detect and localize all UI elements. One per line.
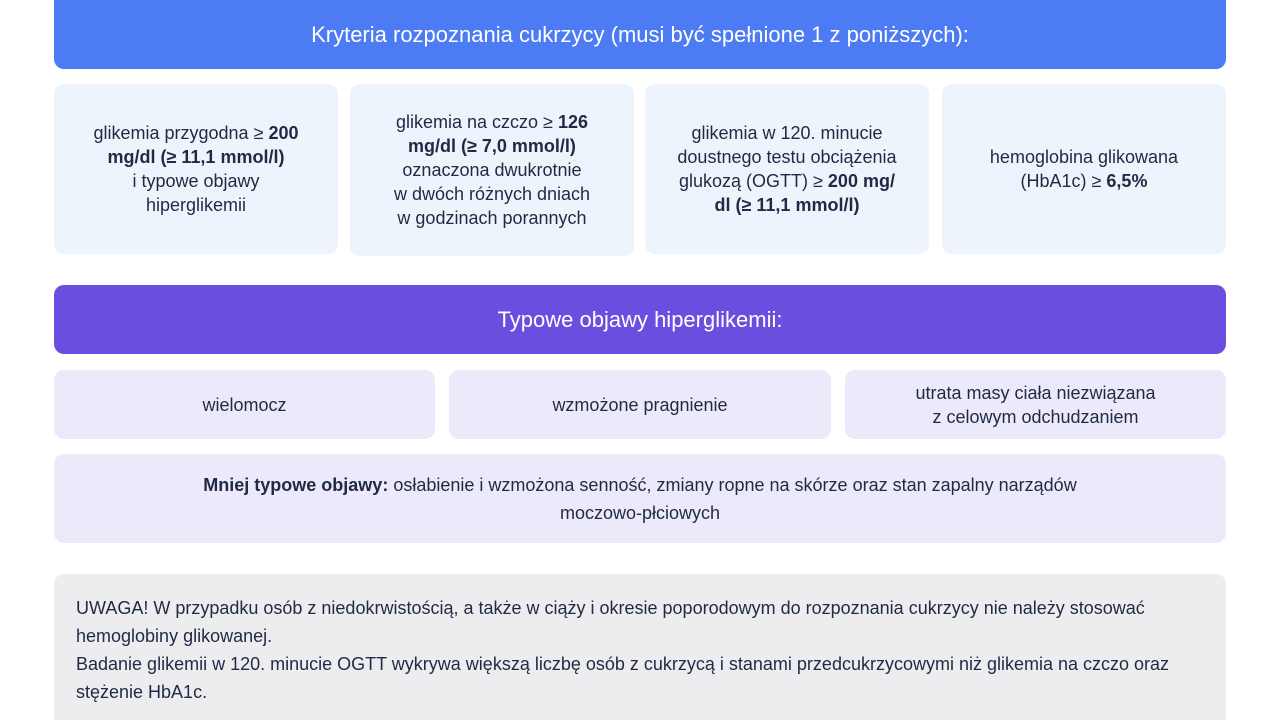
symptom-text: wielomocz — [202, 394, 287, 415]
symptom-card-weight-loss — [845, 370, 1226, 439]
criterion-value: 200 — [268, 123, 299, 143]
criterion-text: doustnego testu obciążenia — [677, 147, 897, 167]
criterion-value: 200 mg/ — [827, 171, 895, 191]
criterion-card-ogtt — [645, 84, 929, 254]
criterion-text: i typowe objawy — [132, 171, 260, 191]
criterion-text: hemoglobina glikowana — [989, 147, 1179, 167]
symptom-text: utrata masy ciała niezwiązana — [915, 382, 1156, 403]
criteria-header — [54, 0, 1226, 69]
criterion-text: hiperglikemii — [145, 195, 247, 215]
criterion-text: w godzinach porannych — [397, 208, 587, 228]
symptom-text: wzmożone pragnienie — [552, 394, 728, 415]
criterion-value: 6,5% — [1106, 171, 1148, 191]
less-typical-label: Mniej typowe objawy: — [203, 474, 389, 495]
criterion-value: mg/dl (≥ 11,1 mmol/l) — [107, 147, 285, 167]
criterion-value: dl (≥ 11,1 mmol/l) — [714, 195, 860, 215]
criterion-text: glikemia w 120. minucie — [691, 123, 883, 143]
criterion-card-fasting-glycemia — [350, 84, 634, 256]
less-typical-text: osłabienie i wzmożona senność, zmiany ropne na skórze oraz stan zapalny narządów moczowo-płciowych — [388, 474, 1077, 523]
criterion-value: mg/dl (≥ 7,0 mmol/l) — [408, 136, 576, 156]
criterion-value: 126 — [557, 112, 588, 132]
warning-text-hba1c: UWAGA! W przypadku osób z niedokrwistością, a także w ciąży i okresie poporodowym do rozpoznania cukrzycy nie należy stosować hemoglobiny glikowanej. — [76, 598, 1145, 646]
symptoms-header — [54, 285, 1226, 354]
criterion-text: glukozą (OGTT) ≥ — [679, 171, 828, 191]
criterion-card-hba1c — [942, 84, 1226, 254]
criteria-title: Kryteria rozpoznania cukrzycy (musi być spełnione 1 z poniższych): — [311, 21, 969, 47]
criterion-text: glikemia przygodna ≥ — [93, 123, 269, 143]
criterion-text: (HbA1c) ≥ — [1020, 171, 1107, 191]
criterion-text: w dwóch różnych dniach — [393, 184, 591, 204]
warning-box — [54, 574, 1226, 720]
symptom-text: z celowym odchudzaniem — [932, 406, 1139, 427]
symptoms-title: Typowe objawy hiperglikemii: — [497, 306, 783, 332]
warning-text-ogtt: Badanie glikemii w 120. minucie OGTT wykrywa większą liczbę osób z cukrzycą i stanami przedcukrzycowymi niż glikemia na czczo oraz stężenie HbA1c. — [76, 654, 1170, 702]
criterion-text: glikemia na czczo ≥ — [395, 112, 558, 132]
less-typical-symptoms — [54, 454, 1226, 543]
symptom-card-polyuria — [54, 370, 435, 439]
criterion-card-random-glycemia — [54, 84, 338, 254]
symptom-card-thirst — [449, 370, 831, 439]
criterion-text: oznaczona dwukrotnie — [402, 160, 582, 180]
